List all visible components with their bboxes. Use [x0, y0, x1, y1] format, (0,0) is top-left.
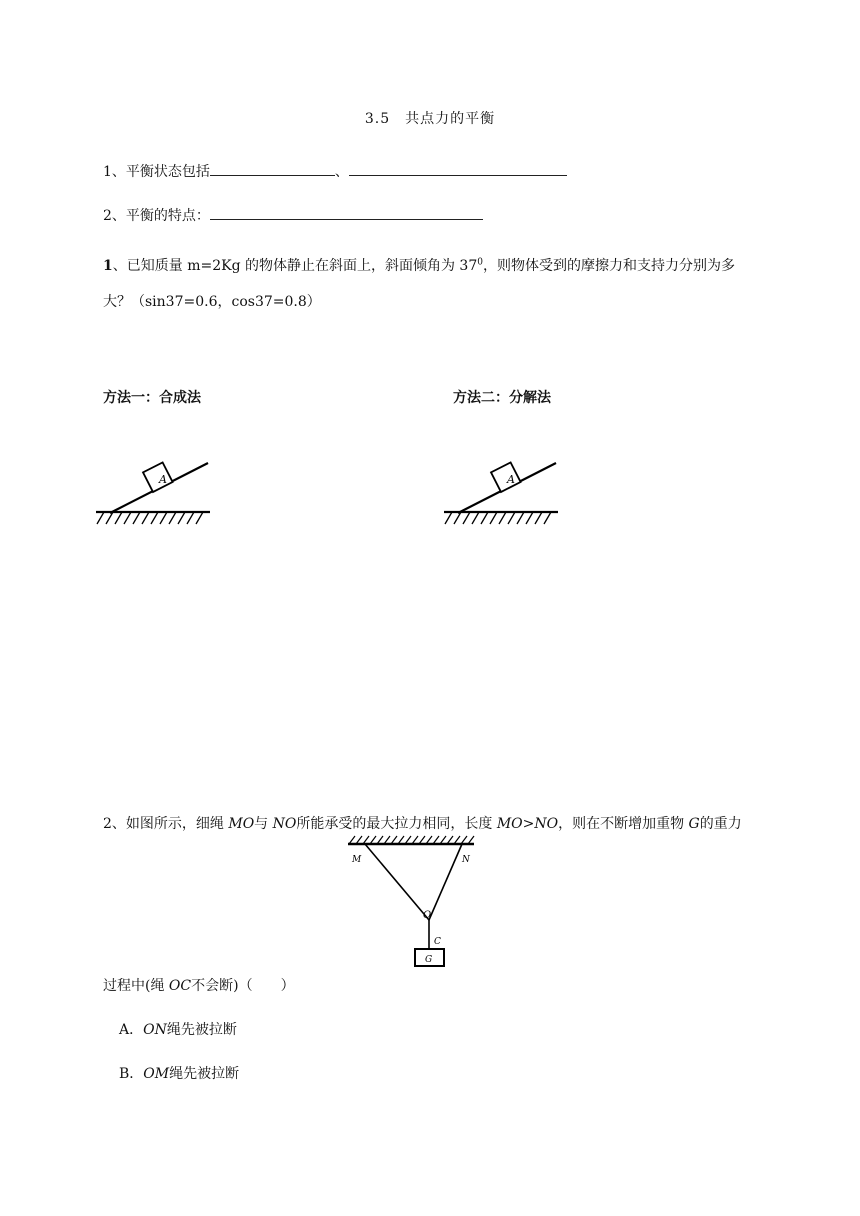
text: 的重力 [699, 816, 742, 832]
text: 所能承受的最大拉力相同，长度 [296, 816, 497, 832]
degree-mark: 0 [477, 257, 483, 268]
problem-2-line-1 [103, 813, 742, 833]
answer-blank-2[interactable] [349, 161, 567, 176]
answer-blank-1[interactable] [210, 161, 335, 176]
label-m: M [352, 855, 362, 865]
problem-1-text-tail: ，则物体受到的摩擦力和支持力分别为多 [482, 258, 735, 274]
incline-diagram-2 [444, 448, 564, 528]
rope-diagram [343, 836, 475, 972]
option-a[interactable] [119, 1019, 237, 1039]
text: 2、如图所示，细绳 [103, 816, 229, 832]
text: 不会断)（ ） [191, 978, 295, 994]
incline-diagram-1 [96, 448, 216, 528]
rope-no: NO [534, 816, 559, 832]
answer-blank-3[interactable] [210, 205, 483, 220]
text: 与 [254, 816, 273, 832]
text: 过程中(绳 [103, 978, 169, 994]
label-o: O [423, 910, 432, 921]
rope-oc: OC [168, 978, 192, 994]
option-text: 绳先被拉断 [166, 1022, 237, 1038]
block-label: A [159, 473, 167, 486]
label-g: G [425, 955, 433, 965]
greater-than: > [522, 816, 535, 832]
question-1-text: 1、平衡状态包括 [103, 164, 210, 180]
option-rope: OM [143, 1066, 170, 1082]
problem-number: 1 [103, 258, 113, 274]
fill-in-question-1 [103, 161, 567, 181]
rope-mo: MO [228, 816, 255, 832]
option-text: 绳先被拉断 [169, 1066, 240, 1082]
fill-in-question-2 [103, 205, 483, 225]
method-2-label: 方法二：分解法 [453, 390, 551, 406]
problem-1-text: 、已知质量 m=2Kg 的物体静止在斜面上，斜面倾角为 37 [112, 258, 478, 274]
label-c: C [434, 937, 441, 947]
rope-no: NO [272, 816, 297, 832]
method-1-label: 方法一：合成法 [103, 390, 201, 406]
problem-1-line-2: 大？（sin37=0.6，cos37=0.8） [103, 294, 321, 310]
option-prefix: B． [119, 1066, 144, 1082]
label-n: N [462, 855, 470, 865]
page-title: 3.5 共点力的平衡 [364, 111, 496, 127]
problem-2-line-2 [103, 975, 295, 995]
question-2-text: 2、平衡的特点： [103, 208, 210, 224]
weight-g: G [688, 816, 700, 832]
option-b[interactable] [119, 1063, 239, 1083]
problem-1-line-1 [103, 255, 735, 275]
block-label: A [507, 473, 515, 486]
option-rope: ON [143, 1022, 167, 1038]
rope-mo: MO [496, 816, 523, 832]
separator: 、 [334, 164, 349, 180]
option-prefix: A． [119, 1022, 144, 1038]
text: ，则在不断增加重物 [558, 816, 689, 832]
